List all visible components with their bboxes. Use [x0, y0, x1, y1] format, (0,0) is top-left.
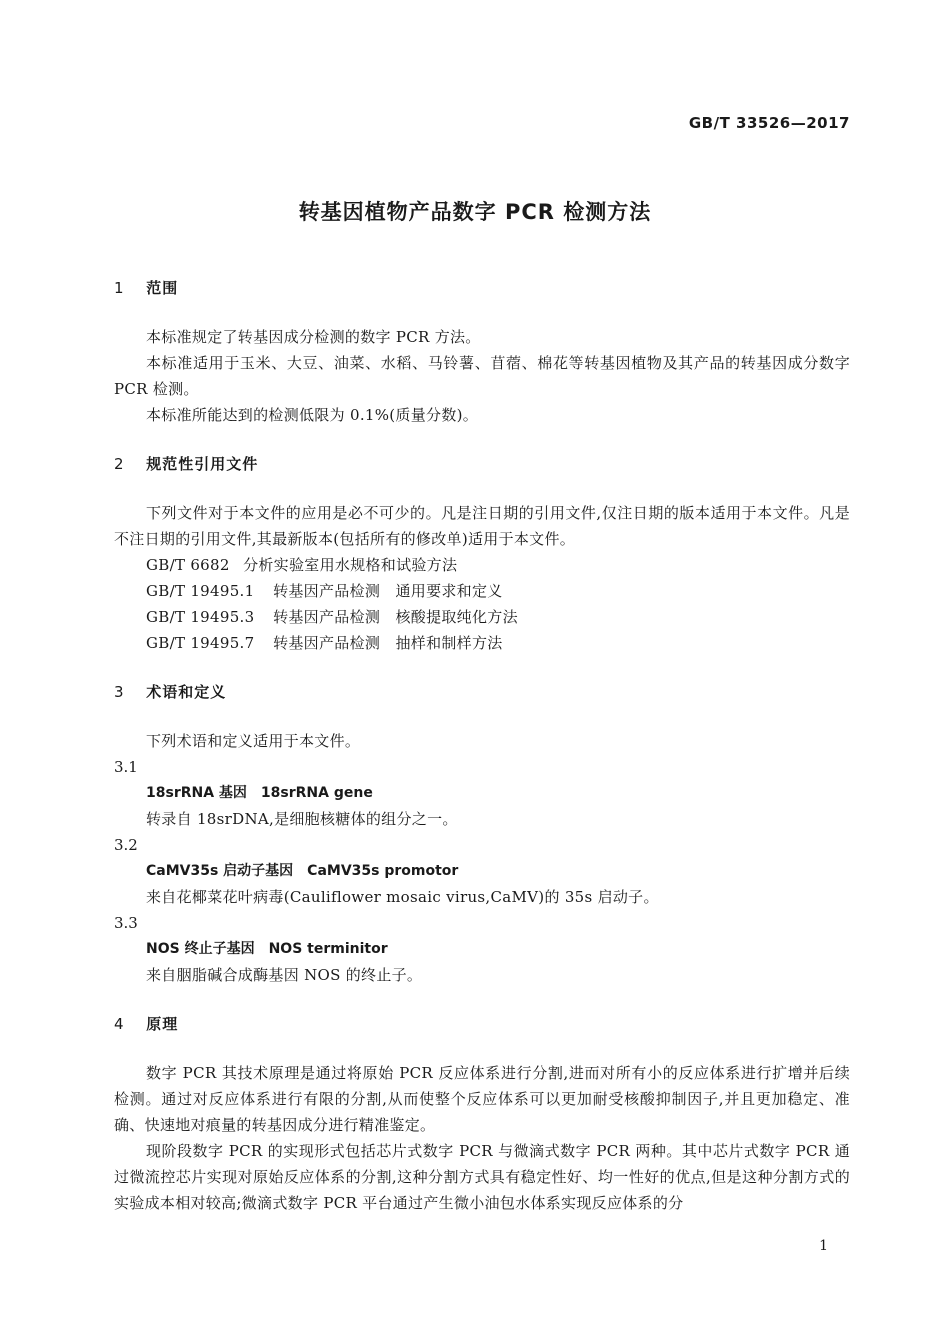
paragraph: 本标准所能达到的检测低限为 0.1%(质量分数)。	[146, 406, 479, 424]
standard-code: GB/T 33526—2017	[688, 114, 850, 132]
term-name: CaMV35s 启动子基因 CaMV35s promotor	[146, 863, 459, 879]
section-title: 规范性引用文件	[146, 455, 259, 473]
section-number: 1	[114, 279, 125, 297]
reference-title: 分析实验室用水规格和试验方法	[243, 556, 458, 574]
paragraph: 现阶段数字 PCR 的实现形式包括芯片式数字 PCR 与微滴式数字 PCR 两种。其中芯片式数字 PCR 通过微流控芯片实现对原始反应体系的分割,这种分割方式具有稳定性好、均一性好的优点,但是这种分割方式的实验成本相对较高;微滴式数字 PCR 平台通过产生微小油包水体系实现反应体系的分	[114, 1142, 850, 1212]
term-number: 3.2	[114, 836, 138, 854]
section-heading-terms	[114, 680, 850, 704]
reference-code: GB/T 19495.3	[146, 608, 255, 626]
paragraph: 数字 PCR 其技术原理是通过将原始 PCR 反应体系进行分割,进而对所有小的反应体系进行扩增并后续检测。通过对反应体系进行有限的分割,从而使整个反应体系可以更加耐受核酸抑制因子,并且更加稳定、准确、快速地对痕量的转基因成分进行精准鉴定。	[114, 1064, 850, 1134]
paragraph: 本标准规定了转基因成分检测的数字 PCR 方法。	[146, 328, 481, 346]
term-definition: 来自花椰菜花叶病毒(Cauliflower mosaic virus,CaMV)的 35s 启动子。	[146, 888, 659, 906]
paragraph: 下列术语和定义适用于本文件。	[146, 732, 361, 750]
term-name: NOS 终止子基因 NOS terminitor	[146, 941, 388, 957]
reference-title: 转基因产品检测 抽样和制样方法	[273, 634, 503, 652]
section-title: 原理	[146, 1015, 179, 1033]
reference-title: 转基因产品检测 通用要求和定义	[273, 582, 503, 600]
section-heading-scope	[114, 276, 850, 300]
section-title: 术语和定义	[146, 683, 227, 701]
paragraph: 本标准适用于玉米、大豆、油菜、水稻、马铃薯、苜蓿、棉花等转基因植物及其产品的转基因成分数字 PCR 检测。	[114, 354, 850, 398]
reference-title: 转基因产品检测 核酸提取纯化方法	[273, 608, 518, 626]
reference-code: GB/T 6682	[146, 556, 230, 574]
term-number: 3.3	[114, 914, 138, 932]
term-number: 3.1	[114, 758, 138, 776]
section-number: 2	[114, 455, 125, 473]
reference-item	[114, 630, 850, 656]
reference-item	[114, 578, 850, 604]
section-title: 范围	[146, 279, 179, 297]
page-number: 1	[819, 1238, 828, 1254]
reference-code: GB/T 19495.1	[146, 582, 255, 600]
section-heading-normative-references	[114, 452, 850, 476]
reference-item	[114, 552, 850, 578]
document-body	[114, 276, 850, 1216]
reference-item	[114, 604, 850, 630]
term-name: 18srRNA 基因 18srRNA gene	[146, 785, 373, 801]
section-number: 3	[114, 683, 125, 701]
section-number: 4	[114, 1015, 125, 1033]
reference-code: GB/T 19495.7	[146, 634, 255, 652]
paragraph: 下列文件对于本文件的应用是必不可少的。凡是注日期的引用文件,仅注日期的版本适用于本文件。凡是不注日期的引用文件,其最新版本(包括所有的修改单)适用于本文件。	[114, 504, 850, 548]
term-definition: 来自胭脂碱合成酶基因 NOS 的终止子。	[146, 966, 423, 984]
section-heading-principle	[114, 1012, 850, 1036]
term-definition: 转录自 18srDNA,是细胞核糖体的组分之一。	[146, 810, 458, 828]
document-title: 转基因植物产品数字 PCR 检测方法	[298, 200, 652, 224]
